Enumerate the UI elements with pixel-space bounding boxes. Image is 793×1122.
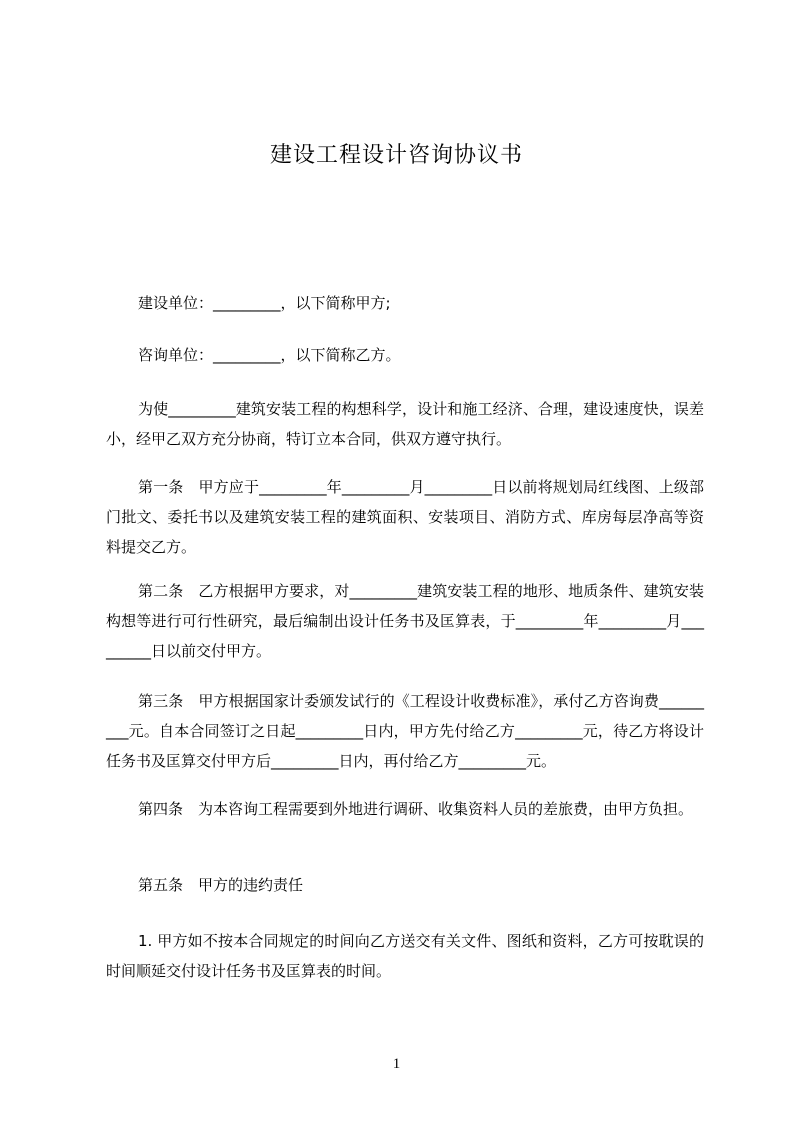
article-1: 第一条 甲方应于_________年_________月_________日以前将规划局红线图、上级部门批文、委托书以及建筑安装工程的建筑面积、安装项目、消防方式、库房每层净高等资料提交乙方。 bbox=[106, 478, 704, 556]
paragraph-preamble: 为使_________建筑安装工程的构想科学，设计和施工经济、合理，建设速度快，误差小，经甲乙双方充分协商，特订立本合同，供双方遵守执行。 bbox=[106, 400, 704, 448]
article-2: 第二条 乙方根据甲方要求，对_________建筑安装工程的地形、地质条件、建筑安装构想等进行可行性研究，最后编制出设计任务书及匡算表，于_________年_________月_________日以前交付甲方。 bbox=[106, 582, 704, 660]
paragraph-client: 建设单位：_________，以下简称甲方; bbox=[138, 294, 391, 312]
article-4: 第四条 为本咨询工程需要到外地进行调研、收集资料人员的差旅费，由甲方负担。 bbox=[138, 800, 694, 818]
article-3: 第三条 甲方根据国家计委颁发试行的《工程设计收费标准》，承付乙方咨询费_________元。自本合同签订之日起_________日内，甲方先付给乙方_________元，待乙方将设计任务书及匡算交付甲方后_________日内，再付给乙方_________元。 bbox=[106, 692, 704, 770]
document-title: 建设工程设计咨询协议书 bbox=[269, 143, 523, 168]
paragraph-consultant: 咨询单位：_________，以下简称乙方。 bbox=[138, 346, 401, 364]
article-5-heading: 第五条 甲方的违约责任 bbox=[138, 876, 304, 894]
article-5-clause-1: 1. 甲方如不按本合同规定的时间向乙方送交有关文件、图纸和资料，乙方可按耽误的时间顺延交付设计任务书及匡算表的时间。 bbox=[106, 932, 704, 980]
page-number: 1 bbox=[392, 1056, 401, 1072]
